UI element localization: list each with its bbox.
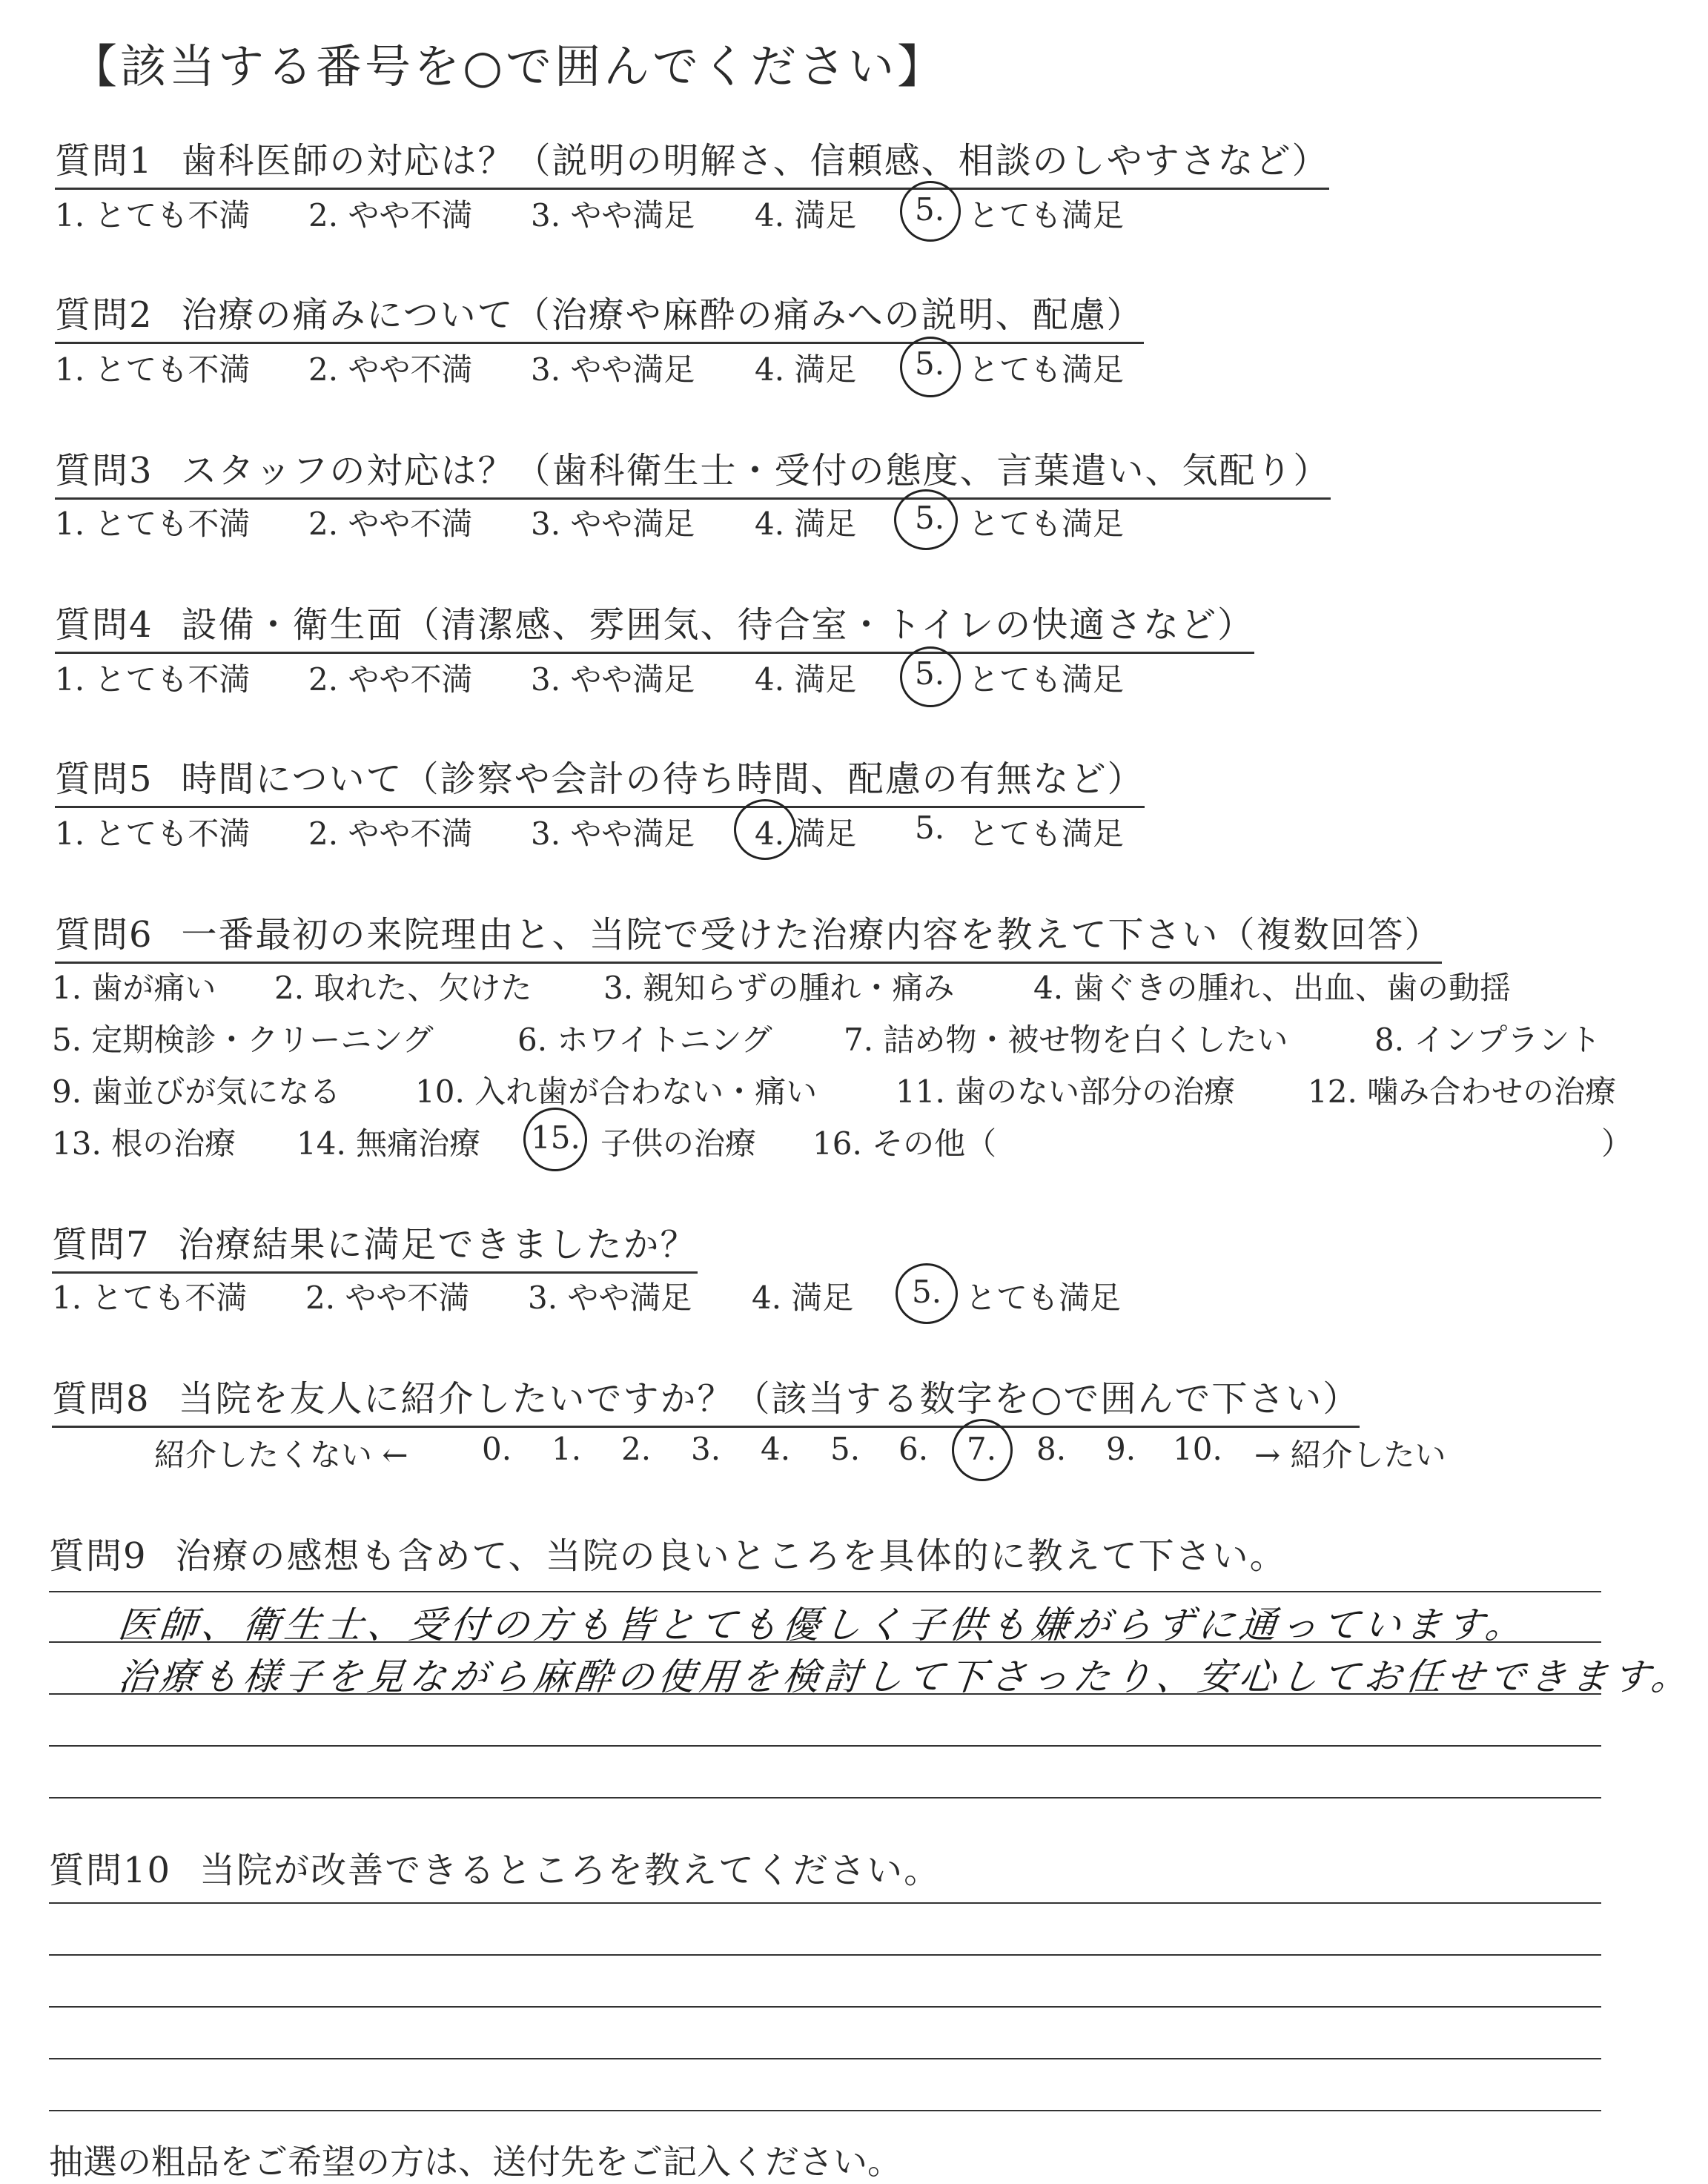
question-7-heading [52,1216,698,1274]
question-text: スタッフの対応は？（歯科衛生士・受付の態度、言葉遣い、気配り） [181,450,1331,492]
question-text: 当院が改善できるところを教えてください。 [199,1850,941,1891]
q6-option-7[interactable]: 7. 詰め物・被せ物を白くしたい [844,1022,1288,1058]
q6-option-16[interactable]: 16. その他（ [812,1125,997,1162]
scale-8[interactable]: 8. [1036,1431,1067,1467]
question-text: 当院を友人に紹介したいですか？（該当する数字を○で囲んで下さい） [178,1378,1360,1420]
answer-line [49,1954,1601,1956]
q6-row-2 [52,1016,1653,1060]
scale-10[interactable]: 10. [1173,1431,1222,1467]
option-1[interactable]: 1. とても不満 [55,815,251,852]
question-2-heading [55,286,1144,344]
option-4[interactable]: 4. 満足 [755,351,857,388]
question-text: 歯科医師の対応は？（説明の明解さ、信頼感、相談のしやすさなど） [181,140,1329,182]
question-6-heading [55,906,1442,964]
scale-1[interactable]: 1. [552,1431,582,1467]
question-10-heading [49,1841,941,1893]
option-3[interactable]: 3. やや満足 [531,351,695,388]
question-text: 設備・衛生面（清潔感、雰囲気、待合室・トイレの快適さなど） [181,604,1255,646]
question-number: 質問5 [55,758,153,800]
question-number: 質問9 [49,1535,148,1577]
scale-2[interactable]: 2. [621,1431,652,1467]
option-5-label: とても満足 [965,1280,1122,1316]
footer-note: 抽選の粗品をご希望の方は、送付先をご記入ください。 [49,2142,901,2182]
option-2[interactable]: 2. やや不満 [308,815,473,852]
q6-row-1 [52,964,1653,1008]
selection-circle [900,181,961,242]
handwritten-answer-line-2: 治療も様子を見ながら麻酔の使用を検討して下さったり、安心してお任せできます。 [116,1655,1695,1698]
handwritten-answer-line-1: 医師、衛生士、受付の方も皆とても優しく子供も嫌がらずに通っています。 [116,1604,1529,1647]
option-2[interactable]: 2. やや不満 [308,197,473,234]
selection-circle [896,1263,958,1324]
option-5[interactable]: 5. [915,500,945,536]
q6-option-11[interactable]: 11. 歯のない部分の治療 [896,1073,1236,1110]
option-1[interactable]: 1. とても不満 [55,661,251,698]
option-5[interactable]: 5. [915,810,945,846]
selection-circle [900,337,961,397]
question-number: 質問4 [55,604,153,646]
q6-option-1[interactable]: 1. 歯が痛い [52,970,216,1006]
scale-9[interactable]: 9. [1106,1431,1136,1467]
q6-option-13[interactable]: 13. 根の治療 [52,1125,236,1162]
option-1[interactable]: 1. とても不満 [55,506,251,542]
option-2[interactable]: 2. やや不満 [308,661,473,698]
q6-option-16-close: ） [1601,1125,1633,1162]
option-3[interactable]: 3. やや満足 [531,506,695,542]
question-5-heading [55,750,1145,808]
selection-circle [523,1108,587,1171]
q6-option-15[interactable]: 15. [531,1119,580,1156]
question-text: 時間について（診察や会計の待ち時間、配慮の有無など） [181,758,1145,800]
option-3[interactable]: 3. やや満足 [531,815,695,852]
option-5[interactable]: 5. [915,655,945,692]
question-4-options [55,655,1241,700]
question-number: 質問2 [55,294,153,336]
answer-line [49,1591,1601,1592]
q6-option-15-label: 子供の治療 [600,1125,757,1162]
scale-5[interactable]: 5. [830,1431,861,1467]
option-4[interactable]: 4. 満足 [755,506,857,542]
option-2[interactable]: 2. やや不満 [308,351,473,388]
option-4[interactable]: 4. 満足 [755,197,857,234]
q6-row-4 [52,1119,1653,1164]
question-text: 一番最初の来院理由と、当院で受けた治療内容を教えて下さい（複数回答） [181,914,1442,956]
question-5-options [55,810,1241,854]
question-7-options [52,1274,1238,1318]
option-1[interactable]: 1. とても不満 [55,197,251,234]
question-4-heading [55,596,1254,654]
option-3[interactable]: 3. やや満足 [531,197,695,234]
answer-line [49,1902,1601,1904]
selection-circle [734,799,796,860]
option-4[interactable]: 4. 満足 [755,815,857,852]
option-1[interactable]: 1. とても不満 [55,351,251,388]
option-5-label: とても満足 [968,351,1125,388]
question-number: 質問1 [55,140,153,182]
selection-circle [894,489,958,550]
question-number: 質問10 [49,1850,172,1891]
question-number: 質問6 [55,914,153,956]
question-text: 治療の感想も含めて、当院の良いところを具体的に教えて下さい。 [175,1535,1287,1577]
question-text: 治療結果に満足できましたか？ [178,1224,698,1265]
answer-line [49,2110,1601,2111]
q6-option-12[interactable]: 12. 噛み合わせの治療 [1308,1073,1617,1110]
question-9-heading [49,1527,1287,1578]
question-8-scale [154,1431,1563,1475]
scale-right-label: → 紹介したい [1254,1437,1446,1473]
question-3-options [55,500,1241,544]
option-5[interactable]: 5. [912,1274,942,1310]
option-5[interactable]: 5. [915,345,945,382]
question-number: 質問7 [52,1224,150,1265]
question-2-options [55,345,1241,390]
q6-option-9[interactable]: 9. 歯並びが気になる [52,1073,341,1110]
option-4[interactable]: 4. 満足 [752,1280,854,1316]
q6-row-3 [52,1068,1653,1112]
option-3[interactable]: 3. やや満足 [531,661,695,698]
answer-line [49,2006,1601,2008]
question-1-options [55,191,1241,236]
option-2[interactable]: 2. やや不満 [305,1280,470,1316]
scale-0[interactable]: 0. [482,1431,512,1467]
scale-7[interactable]: 7. [967,1431,997,1467]
scale-6[interactable]: 6. [898,1431,929,1467]
option-4[interactable]: 4. 満足 [755,661,857,698]
form-title: 【該当する番号を○で囲んでください】 [71,39,947,93]
question-text: 治療の痛みについて（治療や麻酔の痛みへの説明、配慮） [181,294,1144,336]
q6-option-10[interactable]: 10. 入れ歯が合わない・痛い [415,1073,818,1110]
q6-option-2[interactable]: 2. 取れた、欠けた [274,970,532,1006]
question-3-heading [55,442,1331,500]
q6-option-4[interactable]: 4. 歯ぐきの腫れ、出血、歯の動揺 [1033,970,1511,1006]
q6-option-6[interactable]: 6. ホワイトニング [517,1022,772,1058]
option-1[interactable]: 1. とても不満 [52,1280,248,1316]
scale-4[interactable]: 4. [761,1431,791,1467]
question-8-heading [52,1370,1360,1428]
answer-line [49,2058,1601,2059]
option-5-label: とても満足 [968,661,1125,698]
question-number: 質問8 [52,1378,150,1420]
question-number: 質問3 [55,450,153,492]
option-5-label: とても満足 [968,815,1125,852]
q6-option-8[interactable]: 8. インプラント [1374,1022,1601,1058]
option-5-label: とても満足 [968,506,1125,542]
q6-option-3[interactable]: 3. 親知らずの腫れ・痛み [603,970,955,1006]
selection-circle [952,1419,1013,1481]
scale-3[interactable]: 3. [691,1431,721,1467]
option-3[interactable]: 3. やや満足 [528,1280,692,1316]
selection-circle [900,646,961,707]
option-5-label: とても満足 [968,197,1125,234]
scale-left-label: 紹介したくない ← [154,1437,408,1473]
option-5[interactable]: 5. [915,191,945,228]
answer-line [49,1797,1601,1799]
option-2[interactable]: 2. やや不満 [308,506,473,542]
q6-option-14[interactable]: 14. 無痛治療 [297,1125,481,1162]
question-1-heading [55,132,1329,190]
answer-line [49,1745,1601,1747]
q6-option-5[interactable]: 5. 定期検診・クリーニング [52,1022,434,1058]
